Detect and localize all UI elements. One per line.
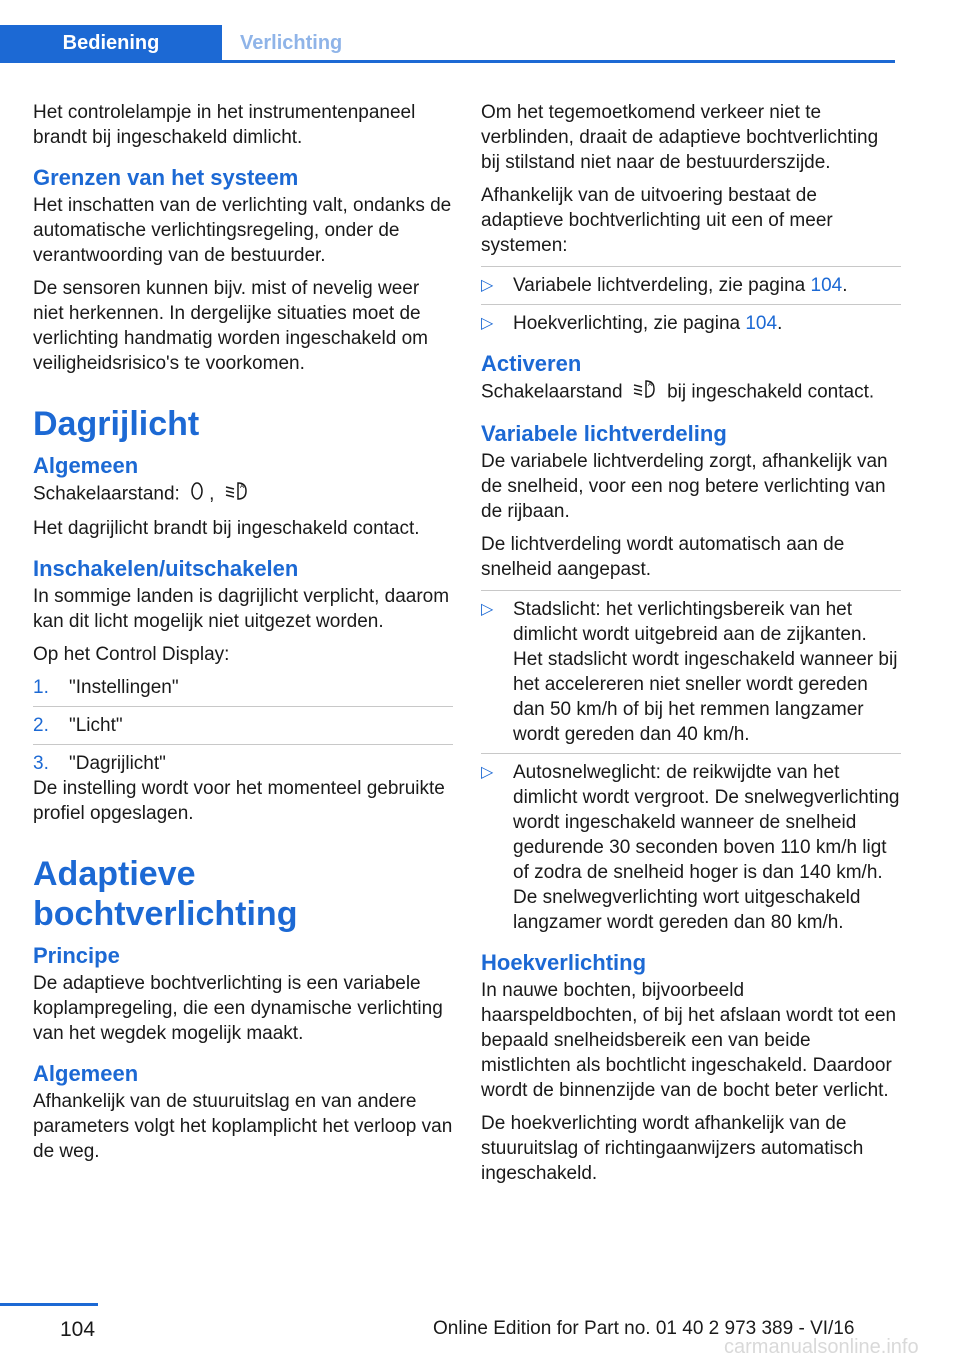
right-column [481, 100, 901, 1194]
paragraph: Afhankelijk van de stuuruitslag en van andere parameters volgt het koplamplicht het verloop van de weg. [33, 1091, 453, 1162]
divider [481, 753, 901, 754]
switch-label: Schakelaarstand: [33, 483, 180, 505]
heading-dagrijlicht: Dagrijlicht [33, 405, 200, 443]
list-number: 3. [33, 753, 49, 774]
paragraph: De instelling wordt voor het momenteel gebruikte profiel opgeslagen. [33, 778, 445, 824]
paragraph: De variabele lichtverdeling zorgt, afhankelijk van de snelheid, voor een nog betere verlichting van de rijbaan. [481, 451, 888, 522]
list-text-end: . [842, 275, 848, 296]
list-text: "Instellingen" [69, 677, 179, 698]
header-tabs [0, 25, 895, 63]
paragraph: Het controlelampje in het instrumentenpaneel brandt bij ingeschakeld dimlicht. [33, 102, 416, 148]
watermark: carmanualsonline.info [724, 1336, 919, 1358]
header-divider [0, 60, 895, 63]
footer-divider [0, 1303, 98, 1306]
numbered-list [33, 675, 453, 776]
divider [33, 706, 453, 707]
paragraph: In sommige landen is dagrijlicht verplicht, daarom kan dit licht mogelijk niet uitgezet worden. [33, 586, 450, 632]
svg-text:A: A [239, 483, 244, 490]
paragraph: Afhankelijk van de uitvoering bestaat de adaptieve bochtverlichting uit een of meer systemen: [481, 185, 833, 256]
page-link[interactable]: 104 [810, 275, 843, 296]
list-item [481, 597, 901, 747]
paragraph: De adaptieve bochtverlichting is een variabele koplampregeling, die een dynamische verlichting van het wegdek mogelijk maakt. [33, 973, 443, 1044]
heading-adaptieve: Adaptieve bochtverlichting [33, 855, 298, 933]
list-item [481, 311, 901, 336]
heading-grenzen: Grenzen van het systeem [33, 165, 299, 190]
heading-algemeen: Algemeen [33, 453, 139, 478]
list-text: "Dagrijlicht" [69, 753, 166, 774]
tab-verlichting[interactable]: Verlichting [240, 32, 343, 54]
list-text: Stadslicht: het verlichtingsbereik van het dimlicht wordt uitgebreid aan de zijkanten. Het stadslicht wordt ingeschakeld wanneer bij het accelereren niet sneller wordt gereden dan 50 km/h of bij het remmen langzamer wordt gereden dan 40 km/h. [513, 599, 898, 745]
bullet-list [481, 266, 901, 336]
paragraph: De sensoren kunnen bijv. mist of nevelig weer niet herkennen. In dergelijke situaties moet de verlichting handmatig worden ingeschakeld om veiligheidsrisico's te voorkomen. [33, 278, 429, 374]
list-text [513, 311, 782, 336]
light-off-icon [189, 481, 205, 508]
paragraph: In nauwe bochten, bijvoorbeeld haarspeldbochten, of bij het afslaan wordt tot een bepaald snelheidsbereik een van beide mistlichten als bochtlicht ingeschakeld. Daardoor wordt de binnenzijde van de bocht beter verlicht. [481, 980, 897, 1101]
page-link[interactable]: 104 [745, 313, 778, 334]
list-text: "Licht" [69, 715, 123, 736]
triangle-bullet-icon: ▷ [481, 601, 494, 618]
list-item [33, 675, 453, 700]
list-text: Autosnelweglicht: de reikwijdte van het dimlicht wordt vergroot. De snelwegverlichting wordt ingeschakeld wanneer de snelheid gedurende 30 seconden boven 110 km/h ligt of zodra de snelheid hoger is dan 140 km/h. De snelwegverlichting wort uitgeschakeld langzamer wordt gereden dan 80 km/h. [513, 762, 900, 933]
divider [33, 744, 453, 745]
paragraph: Het dagrijlicht brandt bij ingeschakeld contact. [33, 518, 420, 539]
triangle-bullet-icon: ▷ [481, 315, 494, 332]
page-number: 104 [60, 1318, 96, 1341]
list-item [33, 751, 453, 776]
divider [481, 304, 901, 305]
triangle-bullet-icon: ▷ [481, 277, 494, 294]
heading-principe: Principe [33, 943, 120, 968]
list-text-part: Hoekverlichting, zie pagina [513, 313, 746, 334]
paragraph: Het inschatten van de verlichting valt, ondanks de automatische verlichtingsregeling, onder de verantwoording van de bestuurder. [33, 195, 452, 266]
list-text-part: Variabele lichtverdeling, zie pagina [513, 275, 811, 296]
auto-headlight-icon [632, 379, 658, 406]
list-item [481, 760, 901, 935]
heading-activeren: Activeren [481, 351, 582, 376]
paragraph: Om het tegemoetkomend verkeer niet te verblinden, draait de adaptieve bochtverlichting bij stilstand niet naar de bestuurderszijde. [481, 102, 879, 173]
heading-hoekverlichting: Hoekverlichting [481, 950, 647, 975]
comma: , [209, 483, 215, 505]
divider [481, 590, 901, 591]
heading-algemeen-2: Algemeen [33, 1061, 139, 1086]
switch-position-line [481, 379, 901, 406]
list-text-end: . [777, 313, 783, 334]
tab-bediening[interactable]: Bediening [0, 25, 222, 61]
paragraph: De hoekverlichting wordt afhankelijk van de stuuruitslag of richtingaanwijzers automatisch ingeschakeld. [481, 1113, 864, 1184]
svg-text:A: A [647, 381, 652, 388]
list-text [513, 273, 847, 298]
list-number: 2. [33, 715, 49, 736]
heading-inschakelen: Inschakelen/uitschakelen [33, 556, 299, 581]
paragraph: De lichtverdeling wordt automatisch aan de snelheid aangepast. [481, 534, 845, 580]
switch-position-line [33, 481, 453, 508]
divider [481, 266, 901, 267]
auto-headlight-icon [224, 481, 250, 508]
edition-text: Online Edition for Part no. 01 40 2 973 389 - VI/16 [433, 1318, 855, 1339]
switch-label: Schakelaarstand [481, 381, 623, 403]
left-column [33, 100, 453, 1172]
switch-suffix: bij ingeschakeld contact. [667, 381, 875, 403]
list-item [481, 273, 901, 298]
list-number: 1. [33, 677, 49, 698]
paragraph: Op het Control Display: [33, 644, 230, 665]
bullet-list [481, 590, 901, 935]
triangle-bullet-icon: ▷ [481, 764, 494, 781]
heading-variabele: Variabele lichtverdeling [481, 421, 727, 446]
list-item [33, 713, 453, 738]
